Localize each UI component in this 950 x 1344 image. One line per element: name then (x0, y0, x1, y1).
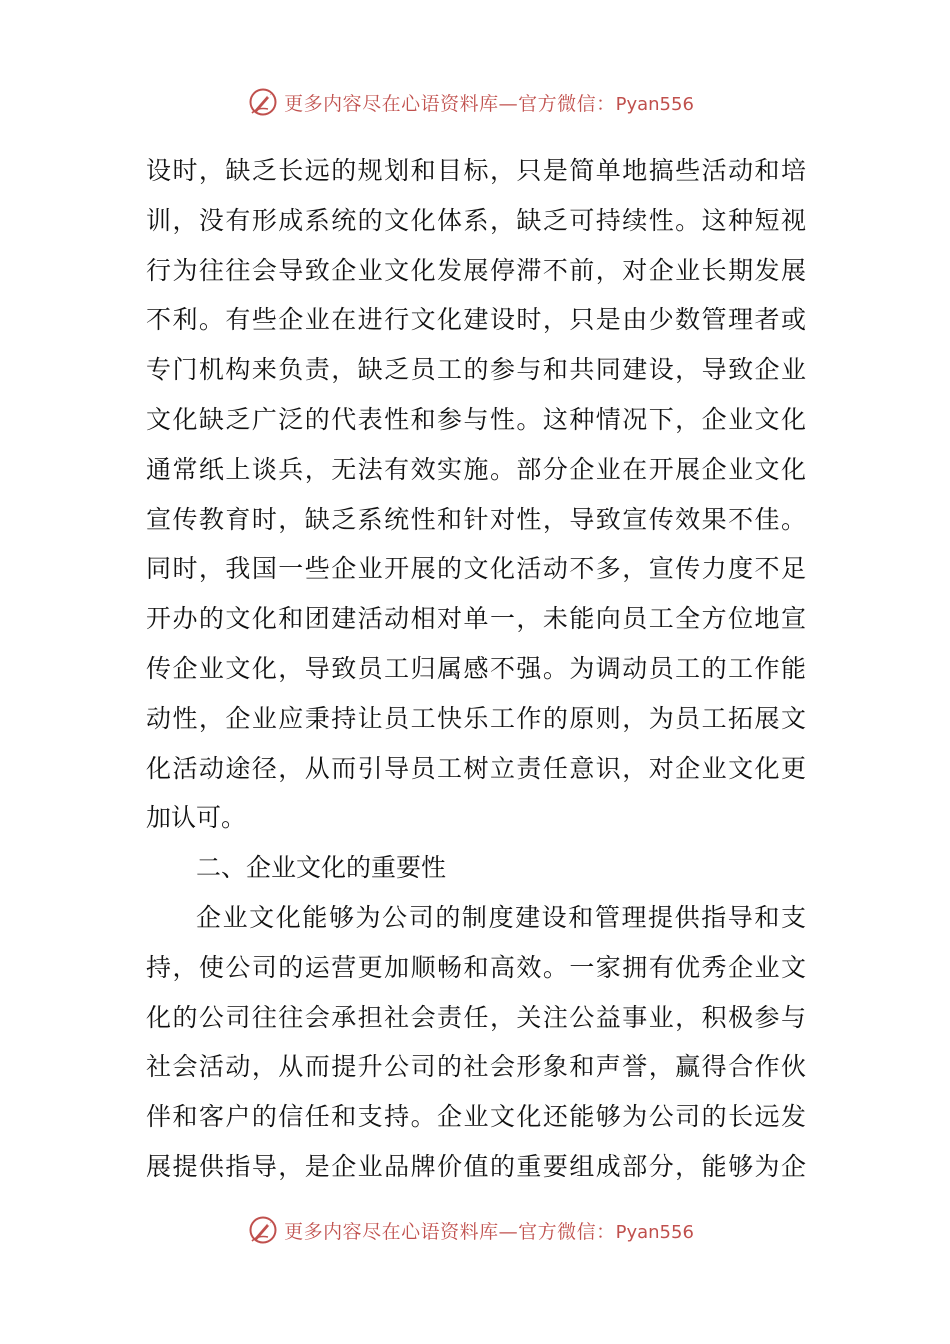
body-line: 企业文化能够为公司的制度建设和管理提供指导和支 (196, 902, 806, 932)
body-line: 行为往往会导致企业文化发展停滞不前，对企业长期发展 (146, 255, 806, 285)
body-line: 展提供指导，是企业品牌价值的重要组成部分，能够为企 (146, 1151, 806, 1181)
footer-wechat-id: Pyan556 (615, 1221, 694, 1243)
pen-nib-logo-icon (248, 1215, 278, 1245)
body-line: 加认可。 (146, 803, 247, 833)
body-line: 不利。有些企业在进行文化建设时，只是由少数管理者或 (146, 305, 806, 335)
body-line: 化的公司往往会承担社会责任，关注公益事业，积极参与 (146, 1002, 806, 1032)
body-line: 社会活动，从而提升公司的社会形象和声誉，赢得合作伙 (146, 1052, 806, 1082)
header-banner-text: 更多内容尽在心语资料库—官方微信：Pyan556 (284, 92, 694, 115)
body-line: 设时，缺乏长远的规划和目标，只是简单地搞些活动和培 (146, 156, 806, 185)
body-line: 宣传教育时，缺乏系统性和针对性，导致宣传效果不佳。 (146, 504, 806, 534)
section-heading: 二、企业文化的重要性 (196, 853, 447, 883)
body-line: 传企业文化，导致员工归属感不强。为调动员工的工作能 (146, 653, 806, 683)
body-line: 伴和客户的信任和支持。企业文化还能够为公司的长远发 (146, 1102, 806, 1132)
body-line: 开办的文化和团建活动相对单一，未能向员工全方位地宣 (146, 604, 806, 634)
body-line: 通常纸上谈兵，无法有效实施。部分企业在开展企业文化 (146, 454, 806, 484)
body-line: 化活动途径，从而引导员工树立责任意识，对企业文化更 (146, 753, 806, 783)
body-line: 专门机构来负责，缺乏员工的参与和共同建设，导致企业 (146, 355, 806, 385)
body-line: 同时，我国一些企业开展的文化活动不多，宣传力度不足 (146, 554, 806, 584)
body-line: 文化缺乏广泛的代表性和参与性。这种情况下，企业文化 (146, 404, 806, 434)
header-banner (0, 80, 950, 124)
footer-banner (0, 1208, 950, 1252)
footer-banner-text: 更多内容尽在心语资料库—官方微信：Pyan556 (284, 1220, 694, 1243)
document-body (146, 146, 806, 1192)
body-line: 训，没有形成系统的文化体系，缺乏可持续性。这种短视 (146, 205, 806, 235)
body-line: 持，使公司的运营更加顺畅和高效。一家拥有优秀企业文 (146, 952, 806, 982)
pen-nib-logo-icon (248, 87, 278, 117)
body-line: 动性，企业应秉持让员工快乐工作的原则，为员工拓展文 (146, 703, 806, 733)
header-wechat-id: Pyan556 (615, 93, 694, 115)
